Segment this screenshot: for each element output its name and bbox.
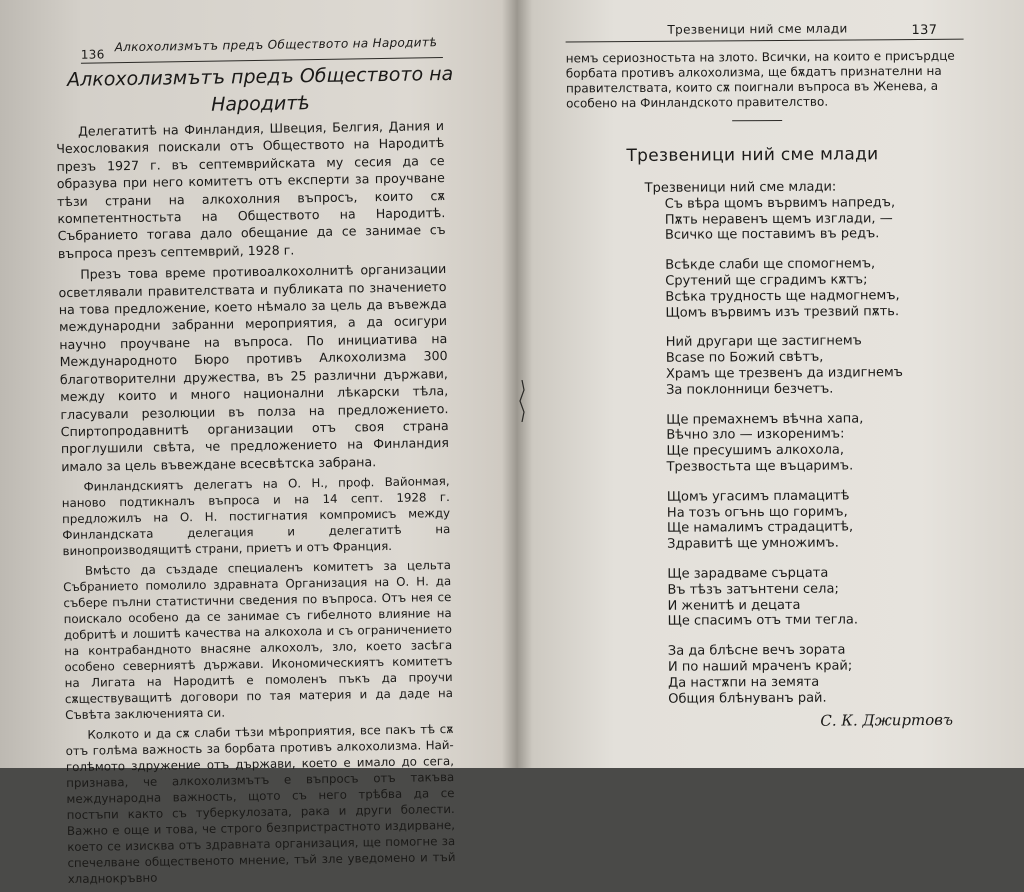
poem-stanza bbox=[647, 565, 907, 630]
poem-line: Ний другари ще застигнемъ bbox=[665, 333, 862, 351]
poem-line: Срутений ще сградимъ кѫтъ; bbox=[665, 272, 868, 289]
continued-line: правителствата, които сѫ поигнали въпроса въ Женева, а bbox=[565, 78, 939, 96]
poem-line: Ще зарадваме сърцата bbox=[667, 565, 829, 582]
poem-stanza bbox=[646, 333, 906, 398]
poem-line: Съ вѣра щомъ вървимъ напредъ, bbox=[664, 194, 896, 212]
continued-line: особено на Финландското правителство. bbox=[565, 94, 829, 111]
right-page bbox=[525, 0, 1024, 770]
spine-stitch-icon bbox=[519, 380, 525, 422]
page-number-right: 137 bbox=[911, 22, 938, 39]
poem-author: С. К. Джиртовъ bbox=[820, 710, 954, 730]
poem-stanza bbox=[647, 488, 907, 553]
continued-line: немъ сериозностьта на злото. Всички, на които е присърдце bbox=[565, 48, 955, 66]
poem-line: Трезвостьта ще въцаримъ. bbox=[666, 458, 854, 475]
poem-line: Всѣкде слаби ще спомогнемъ, bbox=[665, 256, 876, 273]
poem-line: Трезвеници ний сме млади: bbox=[644, 179, 837, 196]
article-paragraph: Презъ това време противоалкохолнитѣ организации осветлявали правителствата и публиката по значението на това предложение, което нѣмало за цель да въвежда международни забранни мероприятия, а да осигури научно проучване на въпроса. По инициатива на Международното Бюро противъ Алкохолизма 300 благотворителни дружества, въ 25 различни държави, между които и много национални лѣкарски тѣла, гласували резолюции въ полза на предложението. Спиртопродавнитѣ организации отъ своя страна проглушили свѣта, че предложението на Финландия имало за цель въвеждане всесвѣтска забрана. bbox=[58, 261, 450, 474]
section-divider bbox=[732, 120, 782, 121]
poem-line: Щомъ вървимъ изъ трезвий пѫть. bbox=[665, 303, 900, 321]
continued-line: борбата противъ алкохолизма, ще бѫдатъ признателни на bbox=[565, 63, 942, 81]
poem-line: Въ тѣзъ затънтени села; bbox=[667, 581, 839, 598]
poem-line: На тозъ огънь що горимъ, bbox=[666, 504, 848, 521]
running-head-left: Алкохолизмътъ предъ Обществото на Народитѣ bbox=[114, 35, 438, 55]
poem-stanza bbox=[648, 642, 908, 707]
poem-line: Храмъ ще трезвенъ да издигнемъ bbox=[665, 365, 904, 382]
poem-line: И женитѣ и децата bbox=[667, 597, 801, 614]
poem-line: Ще пресушимъ алкохола, bbox=[666, 442, 845, 459]
poem-stanza bbox=[646, 411, 906, 476]
poem-line: Здравитѣ ще умножимъ. bbox=[667, 535, 839, 552]
poem-line: Пѫть неравенъ щемъ изглади, — bbox=[664, 210, 893, 228]
poem-line: Ще премахнемъ вѣчна хапа, bbox=[666, 410, 864, 428]
page-number-left: 136 bbox=[80, 47, 105, 62]
poem-line: Общия блѣнуванъ рай. bbox=[668, 690, 827, 707]
article-paragraph: Колкото и да сѫ слаби тѣзи мѣроприятия, все пакъ тѣ сѫ отъ голѣма важность за борбата противъ алкохолизма. Най-голѣмото здружение отъ държави, което е имало до сега, признава, че алкохолизмътъ е въпросъ отъ такъва международна важность, щото съ него трѣбва да се постъпи както съ туберкулозата, рака и други болести. Важно е още и това, че строго безпристрастното издирване, което се изисква отъ здравната организация, ще помогне за спечелване общественото мнение, тъй зле уведомено и тъй хладнокръвно bbox=[65, 722, 456, 887]
continued-text bbox=[566, 49, 968, 112]
poem-line: Всѣка трудность ще надмогнемъ, bbox=[665, 287, 900, 305]
poem bbox=[645, 179, 909, 721]
article-paragraph: Финландскиятъ делегатъ на О. Н., проф. Вайонмая, наново подтикналъ въпроса и на 14 септ. 1928 г. предложилъ на О. Н. постигнатия компромисъ между Финландската делегация и делегатитѣ на винопроизводящитѣ страни, приетъ и отъ Франция. bbox=[61, 474, 451, 559]
poem-line: Ще спасимъ отъ тми тегла. bbox=[667, 612, 859, 630]
running-head-right: Трезвеници ний сме млади bbox=[667, 21, 848, 37]
poem-line: Всичко ще поставимъ въ редъ. bbox=[664, 226, 880, 244]
poem-line: И по наший мраченъ край; bbox=[667, 658, 853, 675]
poem-line: Ще намалимъ страдацитѣ, bbox=[666, 519, 854, 537]
article-paragraph: Вмѣсто да създаде специаленъ комитетъ за цельта Събранието помолило здравната Организация на О. Н. да събере пълни статистични сведения по въпроса. Отъ нея се поискало особено да се занимае съ гибелното влияние на добритѣ и лошитѣ качества на алкохола и съ ограничението на контрабандното внасяне алкохолъ, зло, което засѣга особено северниятѣ държави. Икономическиятъ комитетъ на Лигата на Народитѣ е помоленъ пъкъ да проучи сѫществуващитѣ договори по тая материя и да даде на Съвѣта заключенията си. bbox=[63, 558, 453, 723]
poem-line: Да настѫпи на земята bbox=[668, 674, 820, 691]
poem-title: Трезвеници ний сме млади bbox=[626, 144, 879, 167]
poem-line: Вcase по Божий свѣтъ, bbox=[665, 349, 824, 366]
article-body bbox=[56, 117, 456, 891]
poem-line: Щомъ угасимъ пламацитѣ bbox=[666, 488, 850, 505]
poem-line: За поклонници безчетъ. bbox=[665, 381, 834, 398]
poem-line: Вѣчно зло — изкоренимъ: bbox=[666, 426, 845, 444]
article-paragraph: Делегатитѣ на Финландия, Швеция, Белгия, Дания и Чехословакия поискали отъ Обществото на Народитѣ презъ 1927 г. въ септемврийската му сесия да се образува при него комитетъ отъ експерти за проучване тѣзи страни на алкохолния въпросъ, които сѫ компетентностьта на Обществото на Народитѣ. Събранието тогава дало обещание да се занимае съ въпроса презъ септемврий, 1928 г. bbox=[56, 118, 446, 261]
header-rule-right bbox=[566, 39, 964, 43]
article-title: Алкохолизмътъ предъ Обществото на Народитѣ bbox=[66, 62, 454, 116]
poem-stanza bbox=[645, 256, 905, 321]
poem-stanza bbox=[645, 179, 905, 244]
poem-line: За да блѣсне вечъ зората bbox=[667, 642, 846, 659]
